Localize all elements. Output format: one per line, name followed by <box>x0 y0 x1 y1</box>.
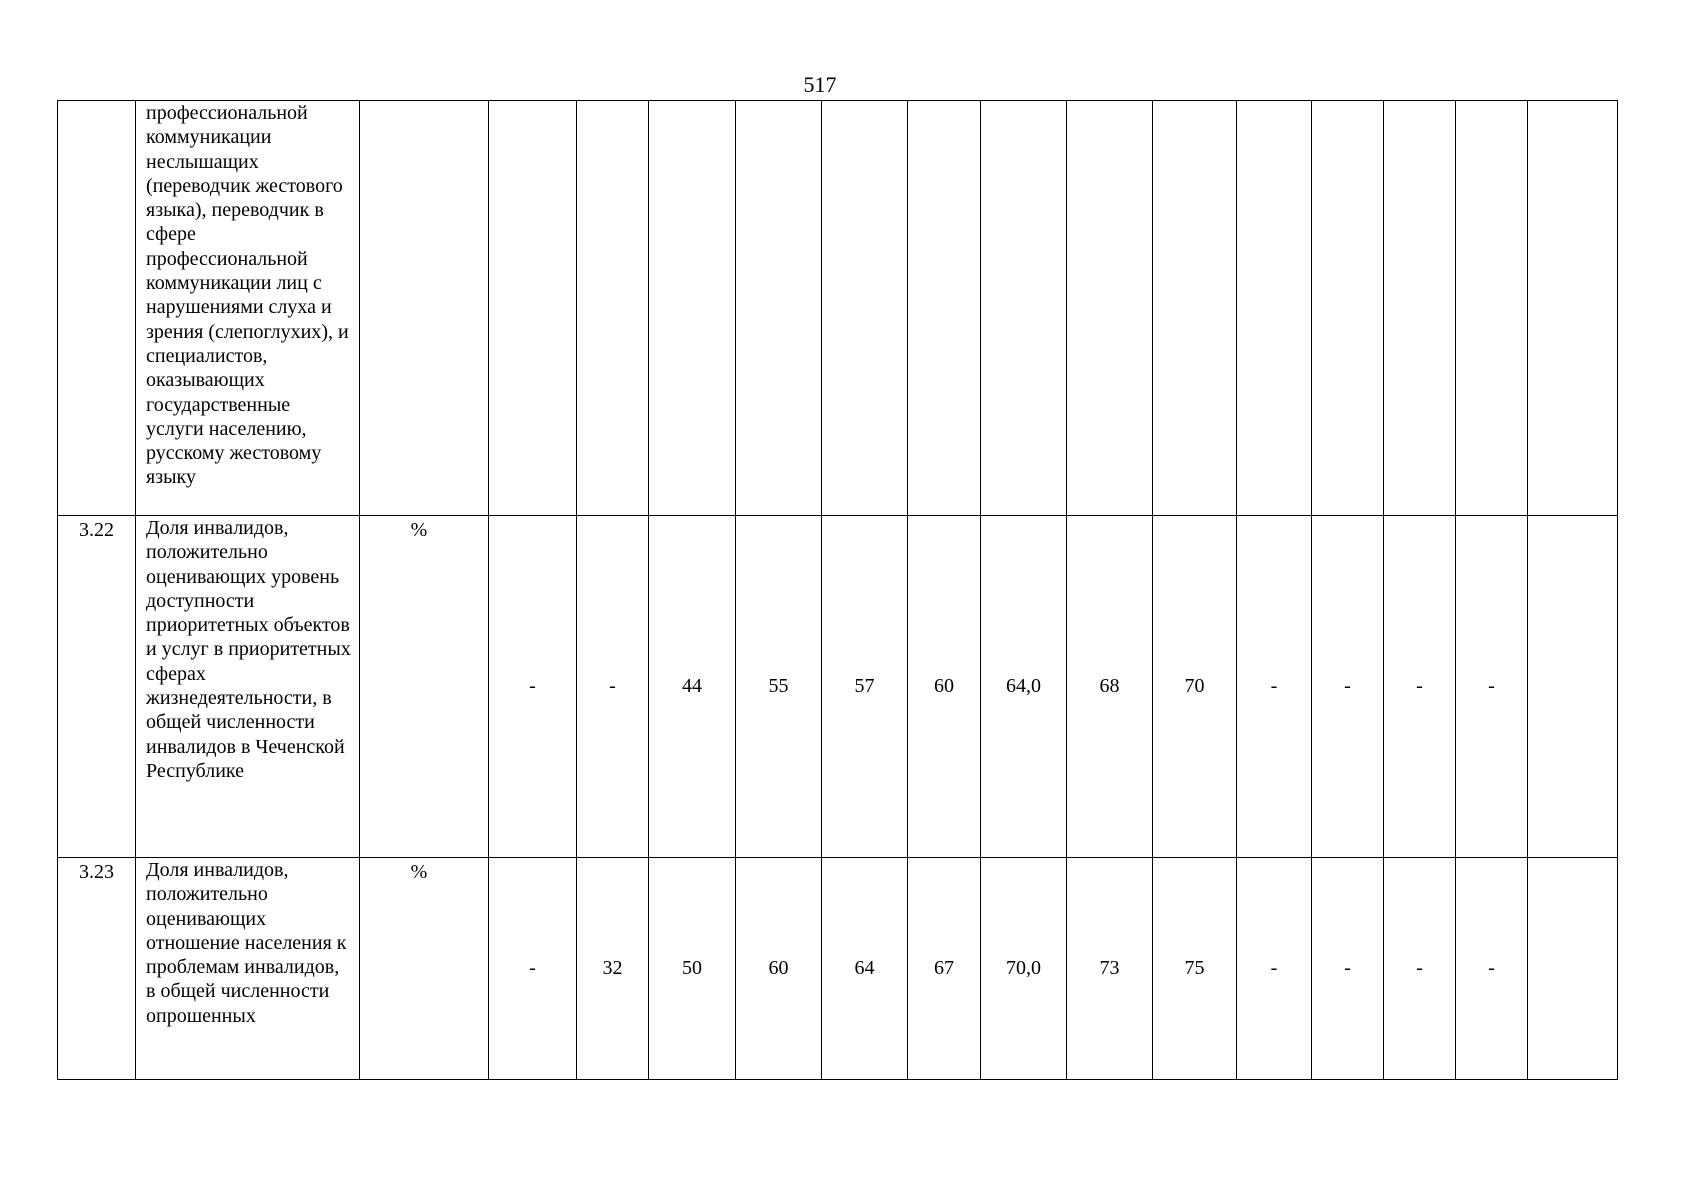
value-cell <box>736 101 822 516</box>
table-row <box>58 858 1618 1080</box>
value-cell: - <box>1456 516 1528 858</box>
row-number <box>58 101 136 516</box>
value-cell <box>1384 101 1456 516</box>
value-cell: - <box>1237 516 1312 858</box>
value-cell <box>1528 101 1618 516</box>
value-cell: 57 <box>822 516 908 858</box>
indicator-name: Доля инвалидов, положительно оценивающих уровень доступности приоритетных объектов и услуг в приоритетных сферах жизнедеятельности, в общей численности инвалидов в Чеченской Республике <box>136 516 360 858</box>
value-cell <box>1528 516 1618 858</box>
value-cell: 68 <box>1067 516 1153 858</box>
indicator-name: профессиональной коммуникации неслышащих (переводчик жестового языка), переводчик в сфере профессиональной коммуникации лиц с нарушениями слуха и зрения (слепоглухих), и специалистов, оказывающих государственные услуги населению, русскому жестовому языку <box>136 101 360 516</box>
indicator-name: Доля инвалидов, положительно оценивающих отношение населения к проблемам инвалидов, в общей численности опрошенных <box>136 858 360 1080</box>
value-cell <box>908 101 981 516</box>
value-cell: 55 <box>736 516 822 858</box>
indicator-table <box>57 100 1618 1080</box>
value-cell: 75 <box>1153 858 1237 1080</box>
value-cell <box>1456 101 1528 516</box>
value-cell: - <box>1384 858 1456 1080</box>
value-cell: 73 <box>1067 858 1153 1080</box>
value-cell: 67 <box>908 858 981 1080</box>
value-cell <box>981 101 1067 516</box>
value-cell: - <box>1312 516 1384 858</box>
value-cell: - <box>1237 858 1312 1080</box>
value-cell <box>577 101 649 516</box>
value-cell: 32 <box>577 858 649 1080</box>
value-cell <box>489 101 577 516</box>
row-number: 3.22 <box>58 516 136 858</box>
value-cell: 50 <box>649 858 736 1080</box>
table-row <box>58 516 1618 858</box>
value-cell: 64,0 <box>981 516 1067 858</box>
value-cell: 60 <box>736 858 822 1080</box>
value-cell: 64 <box>822 858 908 1080</box>
value-cell <box>822 101 908 516</box>
value-cell <box>1528 858 1618 1080</box>
value-cell <box>1067 101 1153 516</box>
value-cell: 70,0 <box>981 858 1067 1080</box>
value-cell: 60 <box>908 516 981 858</box>
value-cell: - <box>1456 858 1528 1080</box>
value-cell: 70 <box>1153 516 1237 858</box>
unit-cell: % <box>360 516 489 858</box>
unit-cell <box>360 101 489 516</box>
unit-cell: % <box>360 858 489 1080</box>
value-cell: 44 <box>649 516 736 858</box>
table-row <box>58 101 1618 516</box>
value-cell: - <box>489 858 577 1080</box>
value-cell <box>649 101 736 516</box>
value-cell: - <box>577 516 649 858</box>
value-cell: - <box>1384 516 1456 858</box>
value-cell <box>1237 101 1312 516</box>
value-cell <box>1312 101 1384 516</box>
value-cell: - <box>1312 858 1384 1080</box>
row-number: 3.23 <box>58 858 136 1080</box>
page-number: 517 <box>803 72 837 97</box>
value-cell: - <box>489 516 577 858</box>
value-cell <box>1153 101 1237 516</box>
